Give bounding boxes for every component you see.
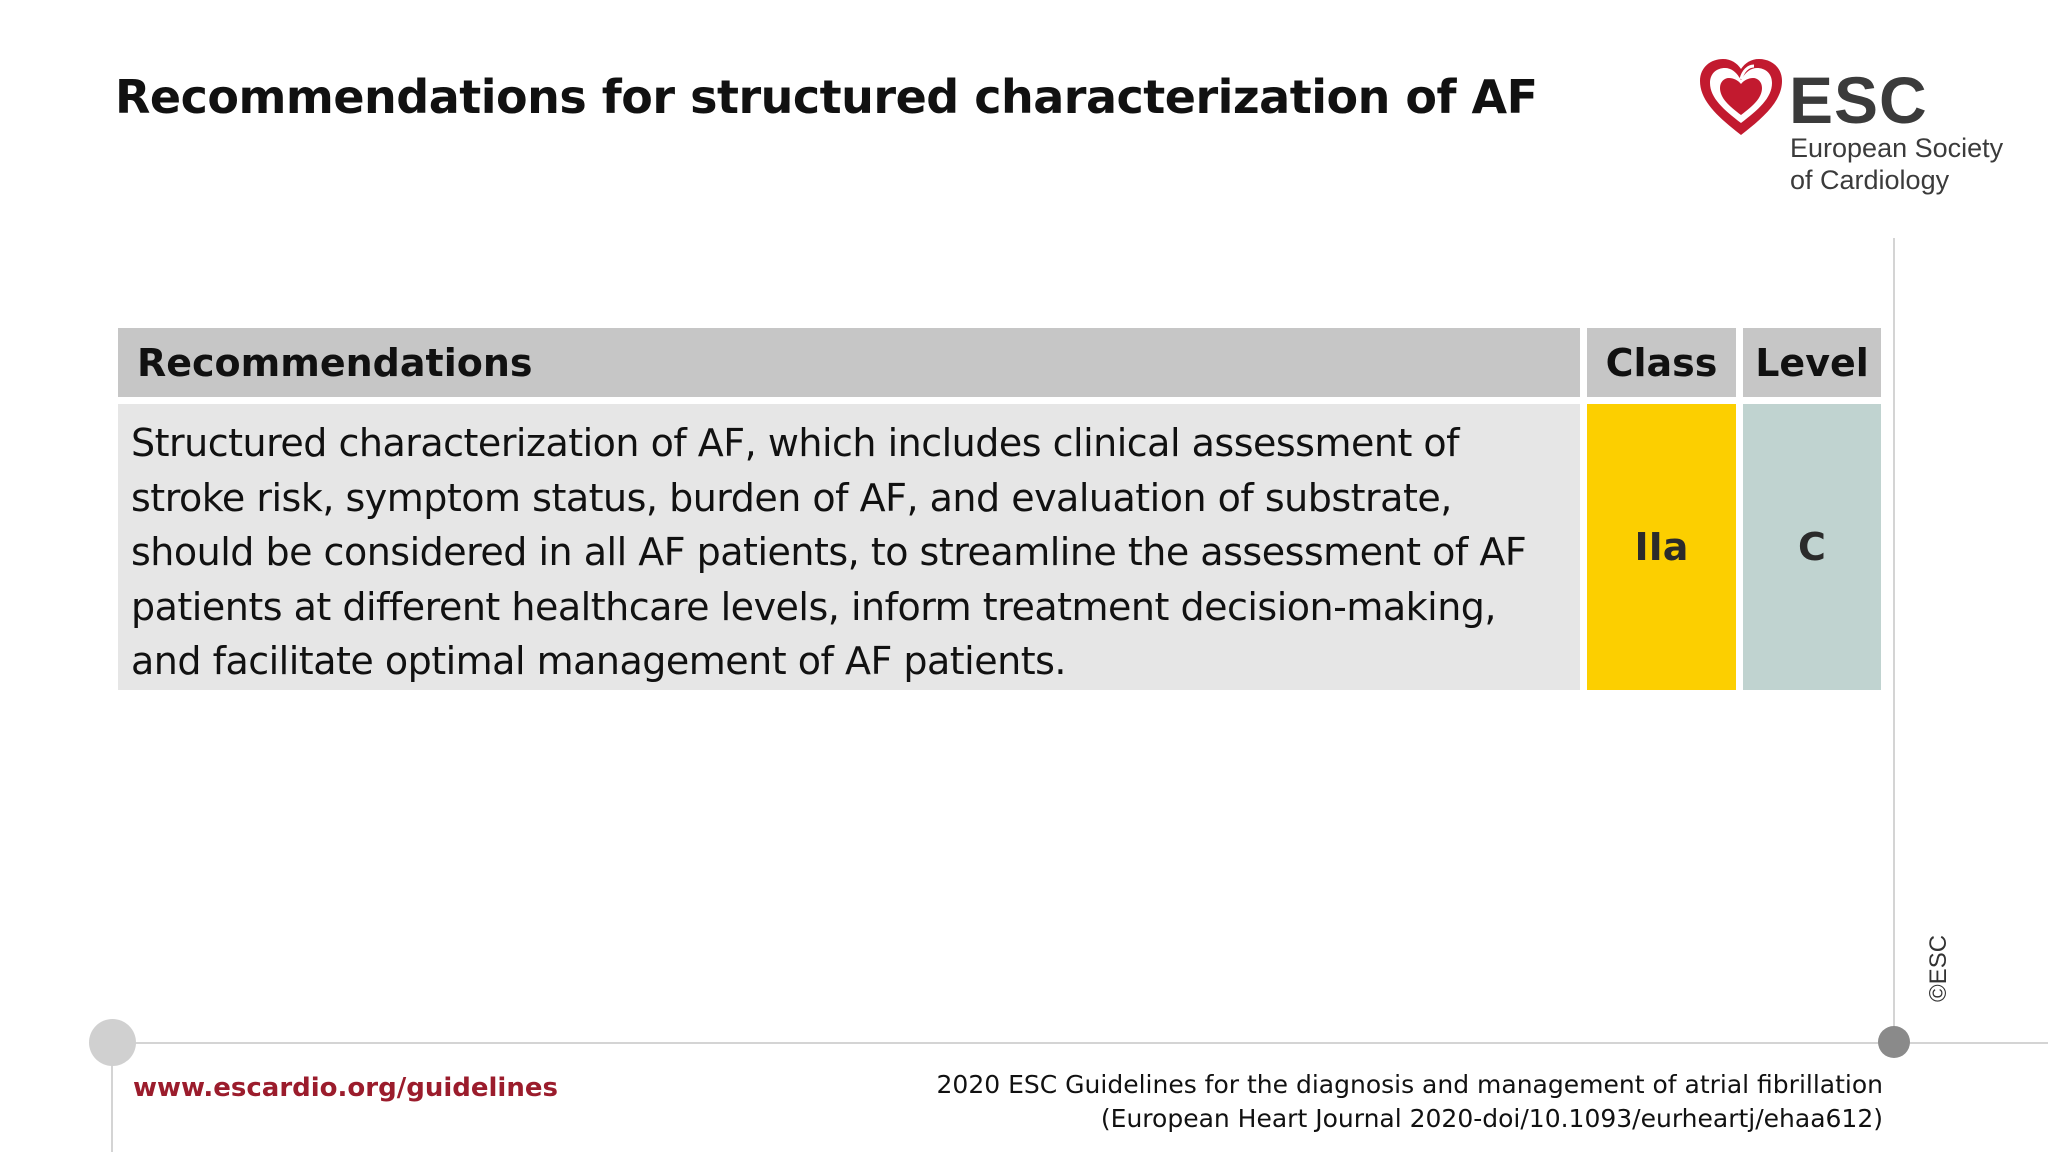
left-dot-ornament — [89, 1019, 136, 1066]
logo-subtitle — [1790, 132, 2003, 196]
header-recommendations: Recommendations — [118, 328, 1580, 397]
right-divider-line — [1893, 238, 1895, 1043]
recommendation-text: Structured characterization of AF, which includes clinical assessment of stroke risk, symptom status, burden of AF, and evaluation of substrate, should be considered in all AF patients, to streamline the assessment of AF patients at different healthcare levels, inform treatment decision-making, and facilitate optimal management of AF patients. — [118, 404, 1580, 690]
footer-reference-line2: (European Heart Journal 2020-doi/10.1093/eurheartj/ehaa612) — [1100, 1104, 1883, 1133]
page-title: Recommendations for structured characterization of AF — [115, 70, 1538, 124]
right-dot-ornament — [1878, 1026, 1910, 1058]
header-class: Class — [1587, 328, 1736, 397]
footer-divider-line — [112, 1042, 2048, 1044]
footer-url-link[interactable]: www.escardio.org/guidelines — [133, 1073, 558, 1103]
class-value: IIa — [1587, 404, 1736, 690]
footer-reference-line1: 2020 ESC Guidelines for the diagnosis and management of atrial fibrillation — [936, 1070, 1883, 1099]
copyright-label: ©ESC — [1925, 934, 1952, 1002]
header-level: Level — [1743, 328, 1881, 397]
heart-logo-icon — [1698, 57, 1784, 137]
logo-subtitle-line1: European Society — [1790, 133, 2004, 163]
logo-wordmark: ESC — [1789, 63, 1928, 137]
logo-subtitle-line2: of Cardiology — [1790, 165, 1950, 195]
level-value: C — [1743, 404, 1881, 690]
footer-reference — [937, 1068, 1883, 1136]
